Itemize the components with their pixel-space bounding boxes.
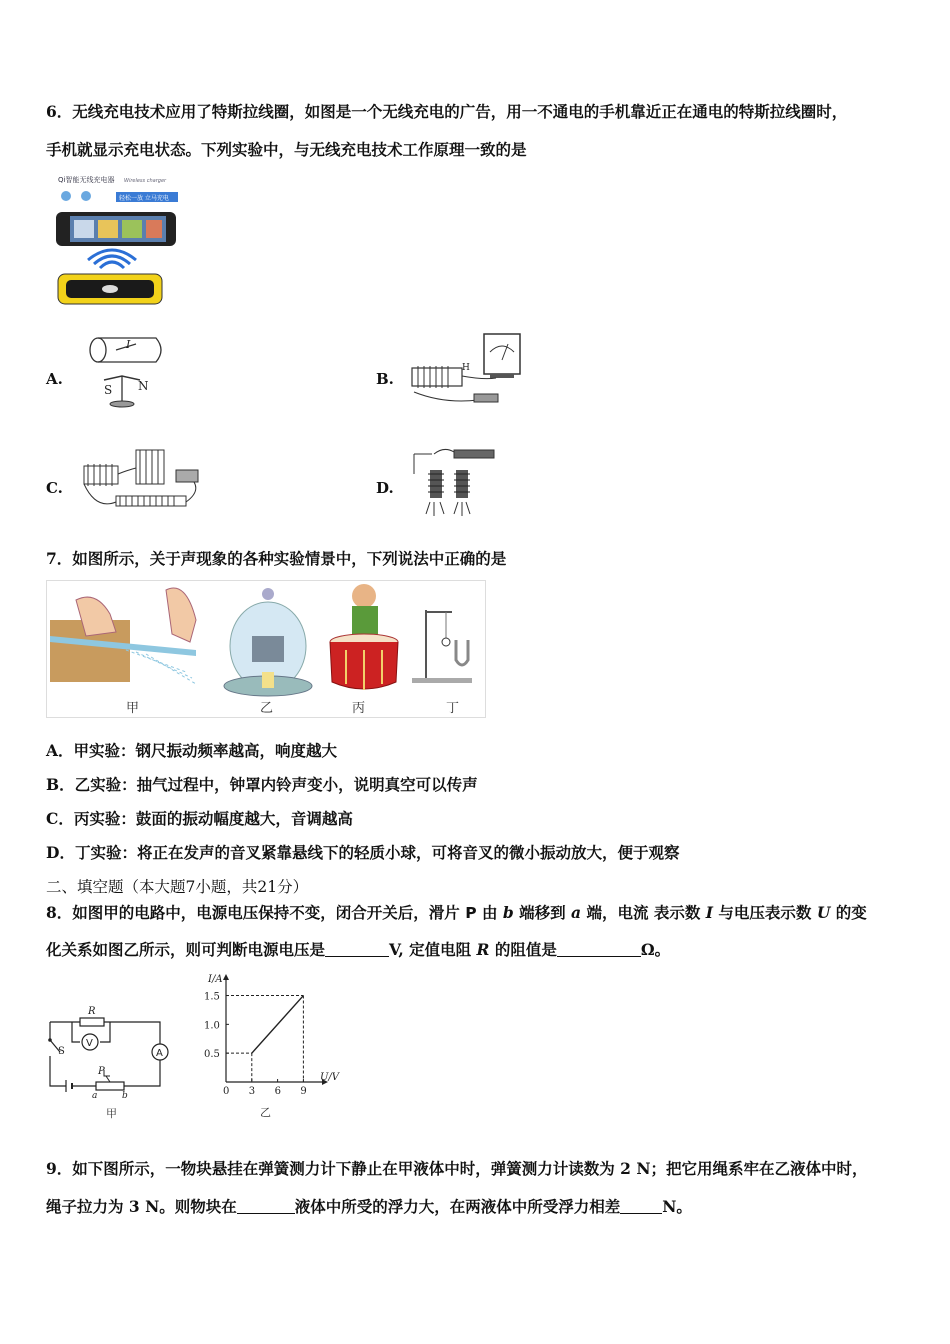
q6-option-c-figure: [76, 440, 206, 520]
y-axis-arrow: [223, 974, 229, 980]
q9-text: N。: [662, 1197, 692, 1216]
q7-option-a[interactable]: A．甲实验：钢尺振动频率越高，响度越大: [46, 741, 338, 760]
q8-iu-chart: [196, 970, 346, 1122]
q9-text: 绳子拉力为 3 N。则物块在: [46, 1197, 237, 1216]
data-line: [252, 996, 304, 1054]
x-tick-label: 6: [274, 1086, 281, 1097]
q8-text: 8．如图甲的电路中，电源电压保持不变，闭合开关后，滑片: [46, 903, 466, 922]
q7-sound-experiments-image: [46, 580, 486, 718]
q9-liquid-blank[interactable]: [237, 1199, 295, 1214]
b-h-label: H: [462, 363, 470, 373]
q6-option-b-label[interactable]: B.: [376, 370, 394, 388]
y-tick-label: 1.5: [204, 991, 220, 1003]
q8-text: 端，电流 表示数: [581, 903, 706, 922]
q7-caption-bing: 丙: [352, 701, 366, 716]
chart-caption: 乙: [260, 1106, 271, 1119]
q8-var-a: a: [571, 903, 582, 922]
ad-title-en: Wireless charger: [124, 178, 167, 184]
q8-voltage-blank[interactable]: [325, 942, 389, 957]
q8-text: 由: [476, 903, 503, 922]
x-tick-label: 0: [223, 1086, 230, 1097]
q8-var-u: U: [816, 903, 831, 922]
y-axis-label: I/A: [208, 974, 223, 985]
y-tick-label: 0.5: [204, 1049, 220, 1061]
q8-text: V, 定值电阻: [389, 940, 477, 959]
q9-stem-line1: 9．如下图所示，一物块悬挂在弹簧测力计下静止在甲液体中时，弹簧测力计读数为 2 N；把它用绳系牢在乙液体中时，: [46, 1159, 868, 1178]
q6-option-a-figure: [76, 330, 168, 412]
ad-banner: 轻松一放 立马充电: [119, 195, 169, 202]
q7-caption-ding: 丁: [446, 701, 460, 716]
q6-option-b-figure: [404, 330, 528, 414]
x-tick-label: 9: [300, 1086, 307, 1097]
q7-option-d[interactable]: D．丁实验：将正在发声的音叉紧靠悬线下的轻质小球，可将音叉的微小振动放大，便于观察: [46, 843, 680, 862]
q6-option-c-label[interactable]: C.: [46, 479, 63, 497]
q6-option-a-label[interactable]: A.: [46, 370, 63, 388]
current-label: I: [126, 338, 131, 351]
q9-stem-line2: [46, 1197, 692, 1217]
circuit-slider-label: P: [98, 1066, 105, 1077]
q6-option-d-label[interactable]: D.: [376, 479, 394, 497]
circuit-switch-label: S: [58, 1046, 65, 1057]
q8-var-i: I: [705, 903, 714, 922]
y-tick-label: 1.0: [204, 1020, 220, 1032]
q7-stem: 7．如图所示，关于声现象的各种实验情景中，下列说法中正确的是: [46, 549, 507, 568]
ad-title: Qi智能无线充电器: [58, 176, 115, 184]
q7-option-b[interactable]: B．乙实验：抽气过程中，钟罩内铃声变小，说明真空可以传声: [46, 775, 478, 794]
q8-text: 化关系如图乙所示，则可判断电源电压是: [46, 940, 326, 959]
q6-stem-line1: 6．无线充电技术应用了特斯拉线圈，如图是一个无线充电的广告，用一不通电的手机靠近正在通电的特斯拉线圈时，: [46, 102, 848, 121]
q6-option-d-figure: [404, 440, 504, 524]
q8-var-p: P: [465, 904, 477, 922]
circuit-voltmeter-label: V: [86, 1038, 93, 1049]
q8-circuit-diagram: [44, 1000, 176, 1124]
q8-resistance-blank[interactable]: [557, 942, 641, 957]
circuit-end-a: a: [92, 1091, 98, 1101]
x-axis-label: U/V: [320, 1072, 340, 1083]
circuit-resistor-label: R: [88, 1006, 96, 1017]
q8-var-b: b: [502, 903, 514, 922]
x-tick-label: 3: [248, 1086, 256, 1097]
q8-stem-line2: [46, 940, 670, 960]
q8-text: 的变: [830, 903, 867, 922]
q9-text: 液体中所受的浮力大，在两液体中所受浮力相差: [294, 1197, 621, 1216]
q8-stem-line1: [46, 903, 867, 923]
q7-caption-yi: 乙: [260, 701, 274, 716]
q8-text: 端移到: [513, 903, 571, 922]
q9-buoyancy-diff-blank[interactable]: [620, 1199, 662, 1214]
south-label: S: [104, 383, 113, 397]
section-title: 二、填空题（本大题7小题，共21分）: [46, 878, 309, 896]
circuit-end-b: b: [122, 1091, 128, 1101]
q8-text: 与电压表示数: [713, 903, 817, 922]
north-label: N: [138, 379, 149, 393]
q8-text: Ω。: [640, 940, 671, 959]
q7-option-c[interactable]: C．丙实验：鼓面的振动幅度越大，音调越高: [46, 809, 353, 828]
q8-text: 的阻值是: [489, 940, 557, 959]
wireless-charger-ad-image: [52, 172, 182, 312]
q8-var-r: R: [476, 940, 490, 959]
q7-caption-jia: 甲: [126, 701, 140, 716]
circuit-ammeter-label: A: [156, 1048, 163, 1059]
q6-stem-line2: 手机就显示充电状态。下列实验中，与无线充电技术工作原理一致的是: [46, 140, 527, 159]
circuit-caption: 甲: [106, 1107, 117, 1120]
